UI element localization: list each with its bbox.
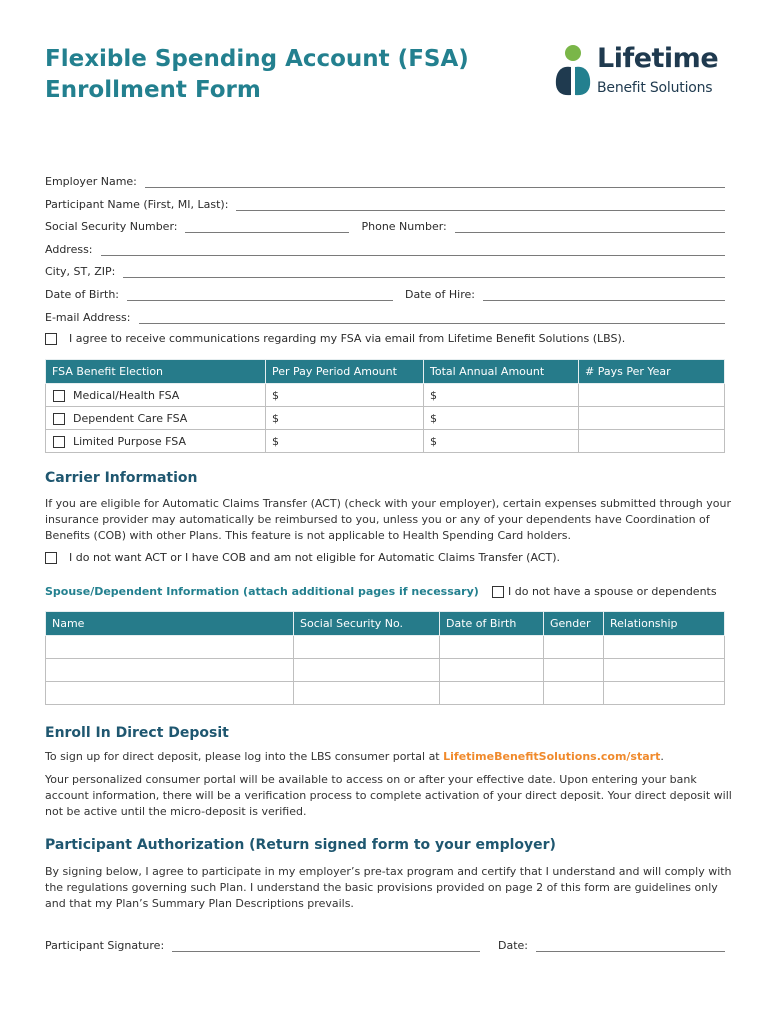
fsa-election-label: Dependent Care FSA	[73, 411, 188, 425]
fsa-election-table	[45, 359, 725, 453]
annual-cell[interactable]: $	[424, 407, 579, 430]
fsa-header-per-pay: Per Pay Period Amount	[266, 360, 424, 384]
dep-name-cell[interactable]	[46, 682, 294, 705]
fsa-header-annual: Total Annual Amount	[424, 360, 579, 384]
address-field[interactable]	[45, 240, 725, 256]
dep-gender-cell[interactable]	[544, 659, 604, 682]
carrier-text: If you are eligible for Automatic Claims Transfer (ACT) (check with your employer), certain expenses submitted through your insurance provider may automatically be reimbursed to you, unless you or any of your dependents have Coordination of Benefits (COB) with other Plans. This feature is not applicable to Health Spending Card holders.	[45, 497, 731, 542]
fsa-election-cell	[46, 430, 266, 453]
dep-header-gender: Gender	[544, 612, 604, 636]
employer-name-line[interactable]	[145, 178, 725, 188]
dep-header-relationship: Relationship	[604, 612, 725, 636]
fsa-election-label: Limited Purpose FSA	[73, 434, 187, 448]
authorization-heading: Participant Authorization (Return signed form to your employer)	[45, 837, 556, 853]
address-label: Address:	[45, 243, 93, 256]
no-dependents-label: I do not have a spouse or dependents	[508, 585, 717, 598]
participant-name-label: Participant Name (First, MI, Last):	[45, 198, 229, 211]
signature-field[interactable]	[45, 936, 480, 952]
pays-cell[interactable]	[579, 407, 725, 430]
participant-name-line[interactable]	[236, 201, 725, 211]
city-st-zip-line[interactable]	[123, 268, 725, 278]
fsa-election-cell	[46, 384, 266, 407]
dep-ssn-cell[interactable]	[294, 636, 440, 659]
address-line[interactable]	[101, 246, 725, 256]
table-row	[46, 682, 725, 705]
date-field[interactable]	[498, 936, 725, 952]
pays-cell[interactable]	[579, 384, 725, 407]
act-opt-out-checkbox[interactable]	[45, 552, 57, 564]
table-row	[46, 407, 725, 430]
carrier-heading: Carrier Information	[45, 470, 198, 486]
phone-line[interactable]	[455, 223, 725, 233]
authorization-text: By signing below, I agree to participate in my employer’s pre-tax program and certify that I understand and will comply with the regulations governing such Plan. I understand the basic provisions provided on page 2 of this form are guidelines only and that my Plan’s Summary Plan Descriptions prevails.	[45, 865, 732, 910]
no-dependents-checkbox[interactable]	[492, 586, 504, 598]
dep-dob-cell[interactable]	[440, 659, 544, 682]
email-line[interactable]	[139, 314, 726, 324]
date-label: Date:	[498, 939, 528, 952]
fsa-header-election: FSA Benefit Election	[46, 360, 266, 384]
dependent-table	[45, 611, 725, 705]
email-consent-label: I agree to receive communications regarding my FSA via email from Lifetime Benefit Solutions (LBS).	[69, 332, 626, 345]
date-of-hire-line[interactable]	[483, 291, 725, 301]
signature-label: Participant Signature:	[45, 939, 165, 952]
logo-word-benefit-solutions: Benefit Solutions	[597, 80, 713, 96]
dep-relationship-cell[interactable]	[604, 659, 725, 682]
employer-name-label: Employer Name:	[45, 175, 137, 188]
date-line[interactable]	[536, 942, 725, 952]
table-row	[46, 636, 725, 659]
dep-ssn-cell[interactable]	[294, 659, 440, 682]
ssn-label: Social Security Number:	[45, 220, 178, 233]
dep-header-ssn: Social Security No.	[294, 612, 440, 636]
city-st-zip-label: City, ST, ZIP:	[45, 265, 116, 278]
deposit-text-2: Your personalized consumer portal will be available to access on or after your effective date. Upon entering your bank account information, there will be a verification process to complete activation of your direct deposit. Your direct deposit will not be active until the micro-deposit is verified.	[45, 773, 732, 818]
dep-gender-cell[interactable]	[544, 636, 604, 659]
dep-relationship-cell[interactable]	[604, 682, 725, 705]
medical-fsa-checkbox[interactable]	[53, 390, 65, 402]
deposit-text-suffix: .	[660, 750, 664, 763]
title-line-1: Flexible Spending Account (FSA)	[45, 46, 469, 72]
annual-cell[interactable]: $	[424, 384, 579, 407]
logo-word-lifetime: Lifetime	[597, 43, 719, 74]
table-row	[46, 430, 725, 453]
deposit-text-1	[45, 749, 735, 765]
title-line-2: Enrollment Form	[45, 77, 261, 103]
dob-line[interactable]	[127, 291, 393, 301]
lifetime-logo	[553, 45, 728, 100]
per-pay-cell[interactable]: $	[266, 430, 424, 453]
email-consent	[45, 332, 625, 345]
logo-mark-icon	[553, 45, 593, 100]
dep-header-dob: Date of Birth	[440, 612, 544, 636]
spouse-heading: Spouse/Dependent Information (attach additional pages if necessary)	[45, 585, 479, 598]
dep-name-cell[interactable]	[46, 659, 294, 682]
dep-dob-cell[interactable]	[440, 636, 544, 659]
form-title	[45, 44, 469, 106]
employer-name-field[interactable]	[45, 172, 725, 188]
fsa-header-pays: # Pays Per Year	[579, 360, 725, 384]
email-label: E-mail Address:	[45, 311, 131, 324]
email-consent-checkbox[interactable]	[45, 333, 57, 345]
dep-relationship-cell[interactable]	[604, 636, 725, 659]
table-row	[46, 659, 725, 682]
fsa-election-cell	[46, 407, 266, 430]
table-row	[46, 384, 725, 407]
act-opt-out-label: I do not want ACT or I have COB and am not eligible for Automatic Claims Transfer (ACT).	[69, 551, 560, 564]
dob-label: Date of Birth:	[45, 288, 120, 301]
annual-cell[interactable]: $	[424, 430, 579, 453]
no-dependents-option	[492, 585, 717, 598]
ssn-phone-row	[45, 217, 725, 233]
pays-cell[interactable]	[579, 430, 725, 453]
phone-label: Phone Number:	[361, 220, 447, 233]
deposit-heading: Enroll In Direct Deposit	[45, 725, 229, 741]
city-st-zip-field[interactable]	[45, 262, 725, 278]
deposit-text-prefix: To sign up for direct deposit, please log into the LBS consumer portal at	[45, 750, 444, 763]
dep-ssn-cell[interactable]	[294, 682, 440, 705]
per-pay-cell[interactable]: $	[266, 407, 424, 430]
ssn-line[interactable]	[185, 223, 349, 233]
dependent-care-fsa-checkbox[interactable]	[53, 413, 65, 425]
participant-name-field[interactable]	[45, 195, 725, 211]
act-opt-out	[45, 551, 560, 564]
dep-header-name: Name	[46, 612, 294, 636]
dep-dob-cell[interactable]	[440, 682, 544, 705]
fsa-election-label: Medical/Health FSA	[73, 388, 180, 402]
email-field[interactable]	[45, 308, 725, 324]
dep-gender-cell[interactable]	[544, 682, 604, 705]
date-of-hire-label: Date of Hire:	[405, 288, 475, 301]
signature-line[interactable]	[172, 942, 480, 952]
limited-purpose-fsa-checkbox[interactable]	[53, 436, 65, 448]
per-pay-cell[interactable]: $	[266, 384, 424, 407]
portal-link[interactable]: LifetimeBenefitSolutions.com/start	[443, 750, 661, 763]
dep-name-cell[interactable]	[46, 636, 294, 659]
dob-hire-row	[45, 285, 725, 301]
